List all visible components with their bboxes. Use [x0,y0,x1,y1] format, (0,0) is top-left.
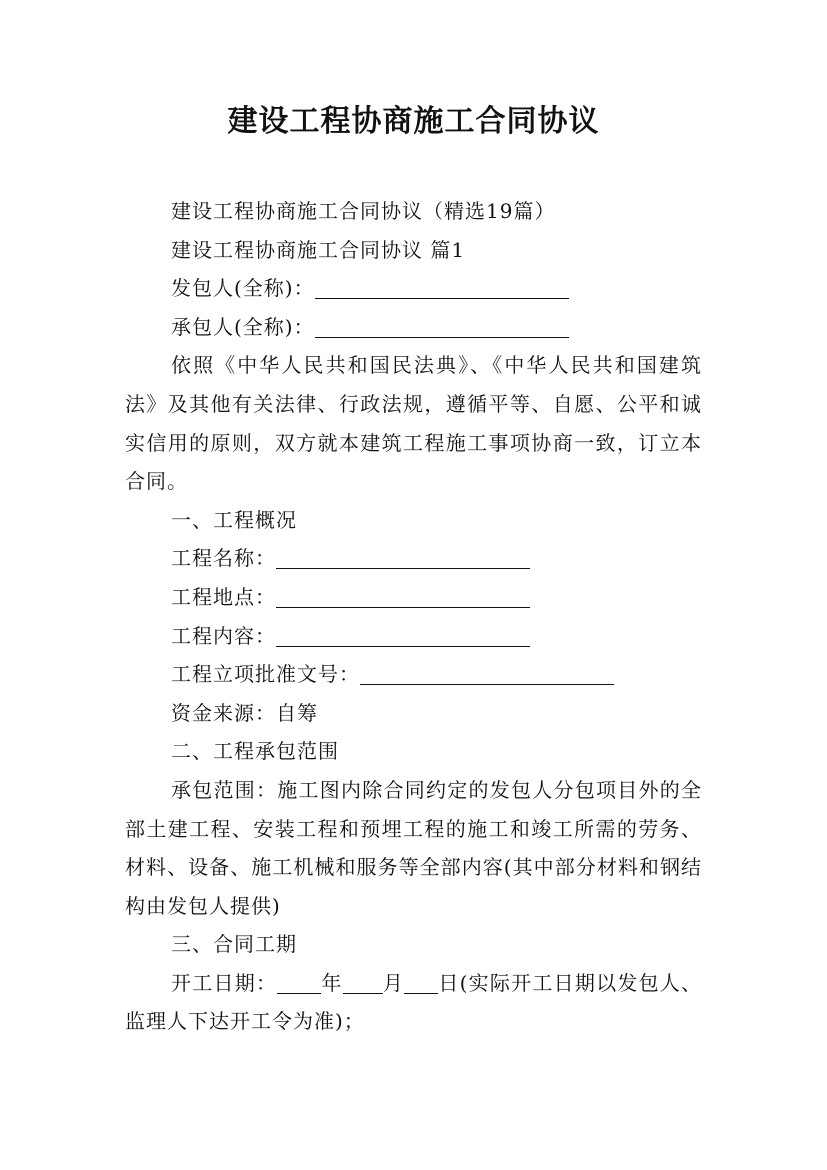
project-content-label: 工程内容： [171,623,276,648]
contractor-blank [315,315,569,338]
project-site-line [125,578,702,617]
month-blank [343,971,383,994]
project-name-label: 工程名称： [171,546,276,571]
approval-no-label: 工程立项批准文号： [171,662,360,687]
month-unit: 月 [382,970,405,995]
start-date-paragraph [125,964,702,1041]
heading-line: 建设工程协商施工合同协议 篇1 [171,237,466,262]
intro-paragraph: 依照《中华人民共和国民法典》、《中华人民共和国建筑法》及其他有关法律、行政法规，遵循平等、自愿、公平和诚实信用的原则，双方就本建筑工程施工事项协商一致，订立本合同。 [125,353,702,494]
contractor-label: 承包人(全称)： [171,314,315,339]
section-heading-1: 一、工程概况 [171,507,297,532]
project-name-line [125,539,702,578]
employer-blank [315,276,569,299]
contractor-line [125,308,702,347]
start-date-note: (实际开工日期以发包人、监理人下达开工令为准)； [125,970,703,1034]
employer-label: 发包人(全称)： [171,276,315,301]
approval-no-blank [360,662,614,685]
day-blank [404,971,438,994]
funding-line: 资金来源：自筹 [171,700,318,725]
project-content-blank [276,624,530,647]
scope-paragraph: 承包范围：施工图内除合同约定的发包人分包项目外的全部土建工程、安装工程和预埋工程的施工和竣工所需的劳务、材料、设备、施工机械和服务等全部内容(其中部分材料和钢结构由发包人提供) [125,777,702,918]
start-date-label: 开工日期： [171,970,278,995]
subtitle-line: 建设工程协商施工合同协议（精选19篇） [171,199,556,223]
project-site-label: 工程地点： [171,584,276,609]
document-body [125,192,702,1041]
document-title: 建设工程协商施工合同协议 [227,104,600,139]
project-site-blank [276,585,530,608]
project-content-line [125,617,702,656]
day-unit: 日 [438,970,460,995]
approval-no-line [125,655,702,694]
project-name-blank [276,546,530,569]
year-blank [277,971,321,994]
year-unit: 年 [321,970,343,995]
section-heading-3: 三、合同工期 [171,932,297,957]
section-heading-2: 二、工程承包范围 [171,739,339,764]
employer-line [125,269,702,308]
